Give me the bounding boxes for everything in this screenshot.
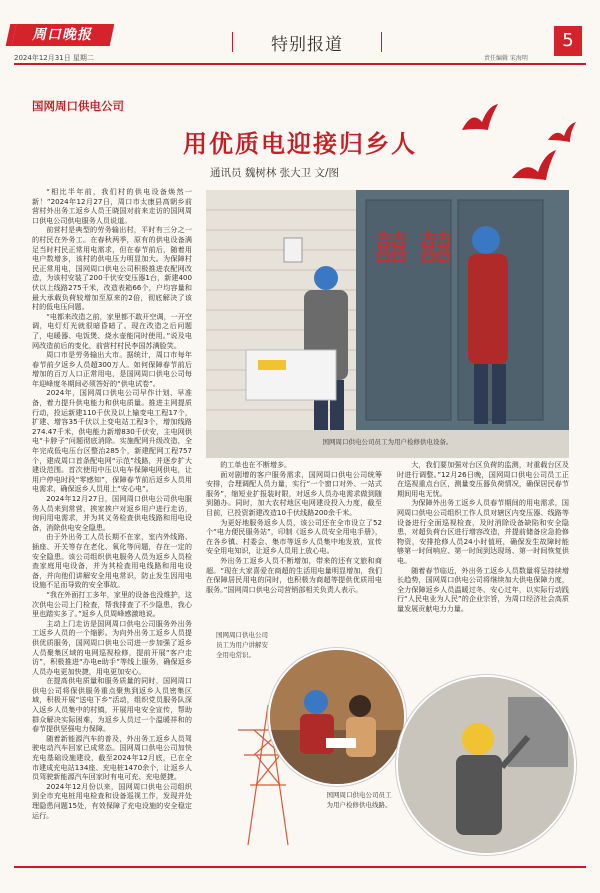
- paragraph: 面对剧增的客户服务需求，国网周口供电公司统筹安排，合理调配人员力量，实行“一个窗口对外、一站式服务”，缩短业扩报装时限，对返乡人员办电需求做到随到随办。同时，加大农村地区电网建设投入力度，截至目前，已投资新建改造10千伏线路200余千米。: [206, 469, 382, 517]
- dateline: 2024年12月31日 星期二: [14, 54, 94, 62]
- circle-photo-1-illustration: [270, 650, 404, 784]
- article-byline: 通讯员 魏树林 张大卫 文/图: [210, 167, 340, 179]
- article-headline: 用优质电迎接归乡人: [183, 130, 417, 158]
- paragraph: 前营村是典型的劳务输出村，平时有三分之一的村民在外务工。在春秋两季，原有的供电设备满足当时村民正常用电需求，但在春节前后，随着用电户数增多，该村的供电压力明显加大。为保障村民正常用电，国网周口供电公司积极推进农配网改造，为该村安装了200千伏安变压器1台，新建400伏以上线路275千米，改造表箱66个，户均容量和最大承载负荷较增加至原来的2倍，彻底解决了该村的低电压问题。: [32, 225, 192, 312]
- page-number: 5: [554, 26, 582, 56]
- editor-credit: 责任编辑 宋海明: [484, 55, 528, 62]
- circle-photo-2: [396, 675, 576, 855]
- main-photo: [206, 190, 569, 458]
- paragraph: 2024年12月27日，国网周口供电公司供电服务人员来到常营，挨家挨户对返乡用户进行走访，询问用电需求，并为其义务检查供电线路和用电设备，消除供电安全隐患。: [32, 494, 192, 532]
- circle-photo-2-caption: 国网周口供电公司员工为用户检修供电线路。: [326, 791, 392, 809]
- footer-rule: [14, 866, 586, 868]
- article-column-2: [206, 460, 382, 622]
- paragraph: 周口市是劳务输出大市。据统计，周口市每年春节前夕返乡人员超300万人。如何保障春节前后增加的百万人口正常用电，是国网周口供电公司每年迎峰度冬期间必须答好的“供电试卷”。: [32, 350, 192, 388]
- main-photo-caption: 国网周口供电公司员工为用户检修供电设备。: [322, 438, 453, 446]
- circle-photo-1: [268, 648, 406, 786]
- article-kicker: 国网周口供电公司: [32, 99, 124, 113]
- bird-decoration-icon: [452, 100, 582, 195]
- main-photo-illustration: [206, 190, 569, 458]
- paragraph: 随着新能源汽车的普及，外出务工返乡人员驾驶电动汽车回家已成常态。国网周口供电公司加快充电基础设施建设，截至2024年12月底，已在全市建成充电站134座、充电桩1470余个，让返乡人员驾驶新能源汽车回家时有电可充、充电便捷。: [32, 733, 192, 782]
- circle-photo-2-illustration: [398, 677, 574, 853]
- newspaper-logo: 周口晚报: [12, 24, 115, 46]
- section-title: 特别报道: [271, 35, 343, 55]
- paragraph: 为保障外出务工返乡人员春节期间的用电需求，国网周口供电公司组织工作人员对辖区内变压器、线路等设备进行全面巡视检查，及时消除设备缺陷和安全隐患，对超负荷台区进行增容改造，并提前储备应急抢修物资，安排抢修人员24小时值班，确保发生故障时能够第一时间响应、第一时间到达现场、第一时间恢复供电。: [397, 498, 569, 565]
- paragraph: 的工单也在不断增多。: [220, 460, 292, 469]
- door-couplet: 囍 囍: [374, 229, 453, 269]
- paragraph: 大，我们要加强对台区负荷的监测，对重载台区及时进行调整。”12月26日晚，国网周口供电公司员工正在巡视重点台区，测量变压器负荷情况，确保居民春节期间用电无忧。: [397, 460, 569, 498]
- paragraph: “我在外面打工多年，家里的设备也没维护，这次供电公司上门检查，帮我排查了不少隐患，我心里也踏实多了。”返乡人员周峰感激地说。: [32, 589, 192, 619]
- paragraph: 随着春节临近，外出务工返乡人员数量将呈持续增长趋势，国网周口供电公司将继续加大供电保障力度，全力保障返乡人员温暖过冬、安心过年，以实际行动践行“人民电业为人民”的企业宗旨，为周口经济社会高质量发展贡献电力力量。: [397, 565, 569, 613]
- paragraph: “相比半年前，我们村的供电设备焕然一新！”2024年12月27日，周口市太康县高朝乡前营村外出务工返乡人员王晓国对前来走访的国网周口供电公司供电服务人员说道。: [32, 187, 192, 225]
- paragraph: 由于外出务工人员长期不在家，室内外线路、插座、开关等存在老化、氧化等问题，存在一定的安全隐患。该公司组织供电服务人员为返乡人员检查家庭用电设备，并为其检查用电线路和用电设备，并向他们讲解安全用电常识，防止发生因用电设施不足而导致的安全事故。: [32, 532, 192, 590]
- paragraph: 在提高供电质量和服务质量的同时，国网周口供电公司将保供服务重点聚焦到返乡人员密集区域，积极开展“送电下乡”活动，组织党员服务队深入返乡人员集中的村镇，开展用电安全宣传，帮助群众解决实际困难，为返乡人员过一个温暖祥和的春节提供坚强电力保障。: [32, 676, 192, 734]
- paragraph: 主动上门走访是国网周口供电公司服务外出务工返乡人员的一个缩影。为向外出务工返乡人员提供优质服务，国网周口供电公司进一步加强了返乡人员聚集区域的电网巡视检修，提前开展“客户走访”，积极推进“办电e助手”等线上服务，确保返乡人员办电更加快捷，用电更加安心。: [32, 618, 192, 676]
- header-rule: [14, 63, 586, 65]
- paragraph: 2024年12月份以来，国网周口供电公司组织到全市充电桩用电检查和设备巡视工作，发现并处理隐患问题15处，有效保障了充电设施的安全稳定运行。: [32, 781, 192, 820]
- paragraph: “电都来改造之前，家里都不敢开空调，一开空调，电灯灯光就很暗昏暗了。现在改造之后问题了，电暖器、电饭煲、烧水壶能同时使用。”说及电网改造前后的变化，前营村村民李国苏满脸笑。: [32, 311, 192, 350]
- article-column-1: [32, 187, 192, 850]
- circle-photo-1-caption: 国网周口供电公司员工为用户讲解安全用电常识。: [216, 631, 268, 659]
- paragraph: 为更好地服务返乡人员，该公司还在全市设立了52个“电力便民服务站”，印制《返乡人员安全用电手册》，在各乡镇、村委会、集市等返乡人员集中地发放，宣传安全用电知识，让返乡人员用上放心电。: [206, 517, 382, 556]
- paragraph: 2024年，国网周口供电公司早作计划、早准备，着力提升供电能力和供电质量。推进主网提质行动，投运新建110千伏及以上输变电工程17个，扩建、增容35千伏以上变电站工程3个，增加线路274.47千米，供电能力新增830千伏安，主电网供电“卡脖子”问题彻底消除。实施配网升级改造，全年完成低电压台区整治285个，新建配网工程757个，建成周口首条配电网“示范”线路，并逐步扩大建设范围。首次使用中压以电车保障电网供电，让用户停电时段“零感知”，保障春节前后返乡人员用电需求，确保返乡人员用上“安心电”。: [32, 388, 192, 494]
- paragraph: 外出务工返乡人员不断增加，带来的还有文旅和商超。“现在大家喜爱在商超的生活用电量明显增加，我们在保障居民用电的同时，也积极为商超等提供优质用电服务。”国网周口供电公司营销部相关负责人表示。: [206, 555, 382, 594]
